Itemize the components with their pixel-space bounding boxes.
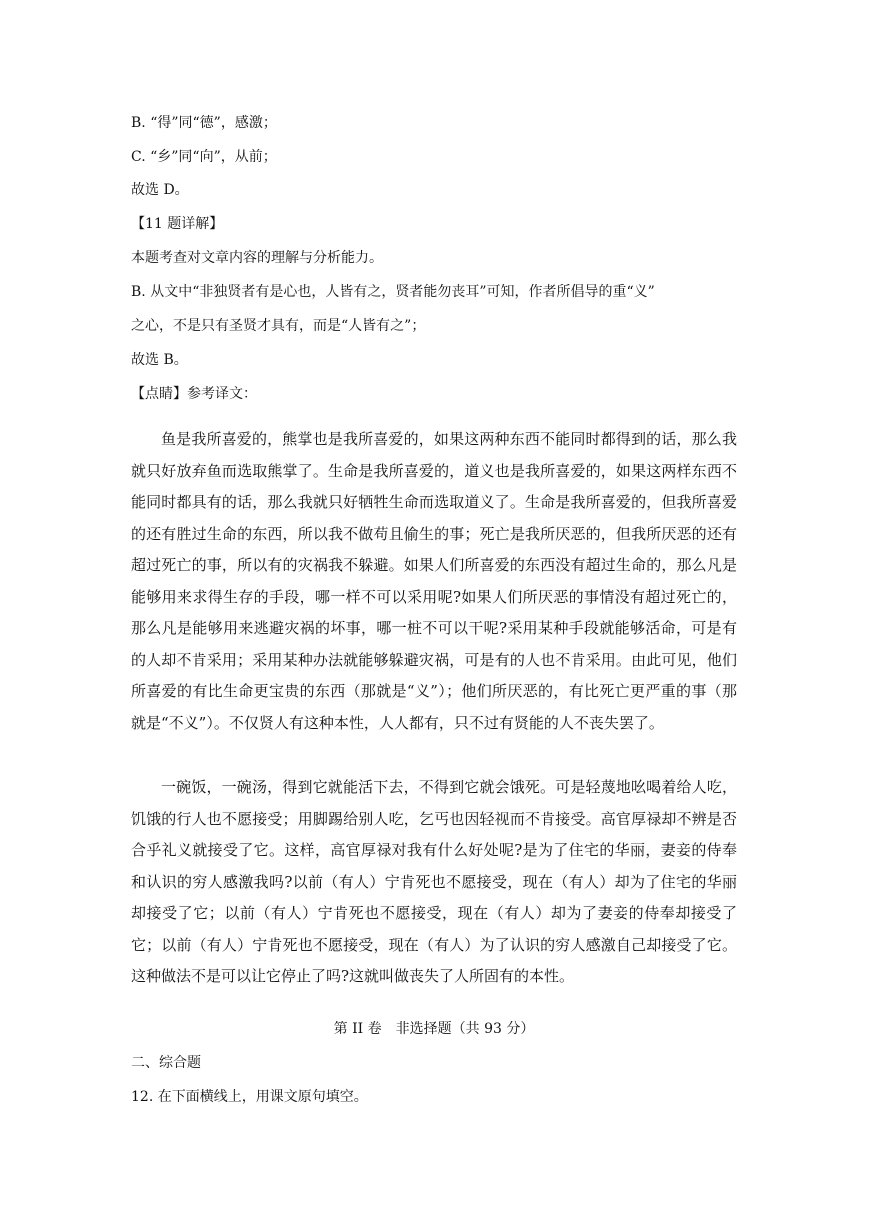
q11-heading: 【11 题详解】 xyxy=(131,216,224,232)
answer-b: 故选 B。 xyxy=(131,352,188,368)
q11-option-b-line1: B. 从文中“非独贤者有是心也，人皆有之，贤者能勿丧耳”可知，作者所倡导的重“义” xyxy=(131,284,655,300)
question-12: 12. 在下面横线上，用课文原句填空。 xyxy=(131,1089,368,1105)
translation-paragraph-2: 一碗饭，一碗汤，得到它就能活下去，不得到它就会饿死。可是轻蔑地吆喝着给人吃，饥饿的行人也不愿接受；用脚踢给别人吃，乞丐也因轻视而不肯接受。高官厚禄却不辨是否合乎礼义就接受了它。这样，高官厚禄对我有什么好处呢?是为了住宅的华丽，妻妾的侍奉和认识的穷人感激我吗?以前（有人）宁肯死也不愿接受，现在（有人）却为了住宅的华丽却接受了它；以前（有人）宁肯死也不愿接受，现在（有人）却为了妻妾的侍奉却接受了它；以前（有人）宁肯死也不愿接受，现在（有人）为了认识的穷人感激自己却接受了它。这种做法不是可以让它停止了吗?这就叫做丧失了人所固有的本性。 xyxy=(131,778,737,985)
answer-d: 故选 D。 xyxy=(131,182,189,198)
q11-description: 本题考查对文章内容的理解与分析能力。 xyxy=(131,250,383,266)
translation-paragraph-1: 鱼是我所喜爱的，熊掌也是我所喜爱的，如果这两种东西不能同时都得到的话，那么我就只好放弃鱼而选取熊掌了。生命是我所喜爱的，道义也是我所喜爱的，如果这两样东西不能同时都具有的话，那么我就只好牺牲生命而选取道义了。生命是我所喜爱的，但我所喜爱的还有胜过生命的东西，所以我不做苟且偷生的事；死亡是我所厌恶的，但我所厌恶的还有超过死亡的事，所以有的灾祸我不躲避。如果人们所喜爱的东西没有超过生命的，那么凡是能够用来求得生存的手段，哪一样不可以采用呢?如果人们所厌恶的事情没有超过死亡的，那么凡是能够用来逃避灾祸的坏事，哪一桩不可以干呢?采用某种手段就能够活命，可是有的人却不肯采用；采用某种办法就能够躲避灾祸，可是有的人也不肯采用。由此可见，他们所喜爱的有比生命更宝贵的东西（那就是“义”）；他们所厌恶的，有比死亡更严重的事（那就是“不义”）。不仅贤人有这种本性，人人都有，只不过有贤能的人不丧失罢了。 xyxy=(131,430,737,732)
q11-option-b-line2: 之心，不是只有圣贤才具有，而是“人皆有之”； xyxy=(131,318,426,334)
option-b-note: B. “得”同“德”，感激； xyxy=(131,115,277,131)
part-heading: 二、综合题 xyxy=(131,1055,201,1071)
dianjing-heading: 【点睛】参考译文： xyxy=(131,386,257,402)
section-title: 第 II 卷 非选择题（共 93 分） xyxy=(333,1021,535,1037)
option-c-note: C. “乡”同“向”，从前； xyxy=(131,149,277,165)
